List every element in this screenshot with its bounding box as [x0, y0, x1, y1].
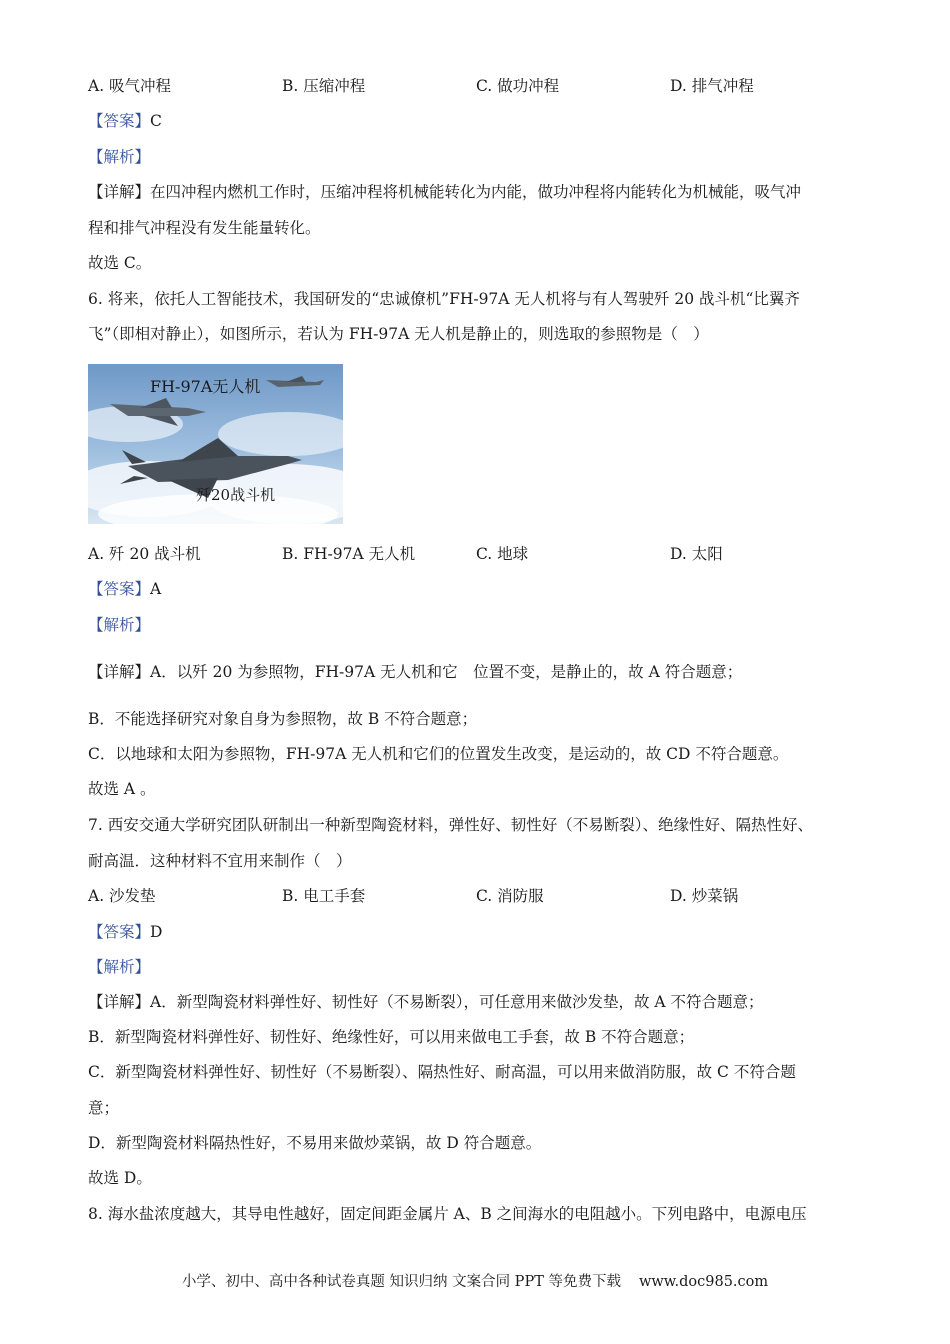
- answer-tag: 【答案】: [88, 112, 151, 130]
- q7-detail-d: D．新型陶瓷材料隔热性好，不易用来做炒菜锅，故 D 符合题意。: [88, 1134, 542, 1152]
- q7-detail-b: B．新型陶瓷材料弹性好、韧性好、绝缘性好，可以用来做电工手套，故 B 不符合题意；: [88, 1028, 695, 1046]
- q6-option-c: C. 地球: [476, 545, 529, 563]
- detail-text: A．以歼 20 为参照物，FH-97A 无人机和它 位置不变，是静止的，故 A 符合题意；: [150, 663, 743, 681]
- q6-figure-jets: [88, 364, 343, 524]
- q7-stem-line1: 7. 西安交通大学研究团队研制出一种新型陶瓷材料，弹性好、韧性好（不易断裂）、绝缘性好、隔热性好、: [88, 816, 813, 834]
- q7-analysis-tag: 【解析】: [88, 958, 151, 976]
- q6-answer: [88, 579, 161, 599]
- q7-option-a: A. 沙发垫: [88, 887, 156, 905]
- q6-stem-line2: 飞”（即相对静止），如图所示，若认为 FH-97A 无人机是静止的，则选取的参照物是（ ）: [88, 325, 709, 343]
- q6-option-d: D. 太阳: [670, 545, 723, 563]
- q6-analysis-tag: 【解析】: [88, 616, 151, 634]
- q5-analysis-tag: 【解析】: [88, 148, 151, 166]
- jet-label: 歼20战斗机: [196, 486, 276, 504]
- sky-with-aircraft-image: [88, 364, 343, 524]
- q7-detail-c1: C．新型陶瓷材料弹性好、韧性好（不易断裂）、隔热性好、耐高温，可以用来做消防服，故 C 不符合题: [88, 1063, 796, 1081]
- q6-detail-c: C．以地球和太阳为参照物，FH-97A 无人机和它们的位置发生改变，是运动的，故 CD 不符合题意。: [88, 745, 789, 763]
- q5-option-d: D. 排气冲程: [670, 77, 754, 95]
- q8-stem-line1: 8. 海水盐浓度越大，其导电性越好，固定间距金属片 A、B 之间海水的电阻越小。下列电路中，电源电压: [88, 1205, 807, 1223]
- q6-option-a: A. 歼 20 战斗机: [88, 545, 201, 563]
- q5-detail-line2: 程和排气冲程没有发生能量转化。: [88, 219, 321, 237]
- q7-stem-line2: 耐高温．这种材料不宜用来制作（ ）: [88, 852, 352, 870]
- detail-text: A．新型陶瓷材料弹性好、韧性好（不易断裂），可任意用来做沙发垫，故 A 不符合题意；: [150, 993, 764, 1011]
- q7-detail-c2: 意；: [88, 1099, 120, 1117]
- q6-options: [88, 544, 868, 564]
- q7-detail-a: [88, 992, 764, 1012]
- q7-option-b: B. 电工手套: [282, 887, 366, 905]
- q7-answer: [88, 922, 162, 942]
- q5-option-a: A. 吸气冲程: [88, 77, 172, 95]
- answer-value: A: [150, 580, 162, 598]
- detail-tag: 【详解】: [88, 663, 151, 681]
- footer-text: 小学、初中、高中各种试卷真题 知识归纳 文案合同 PPT 等免费下载: [181, 1274, 621, 1290]
- answer-tag: 【答案】: [88, 580, 151, 598]
- q7-option-c: C. 消防服: [476, 887, 544, 905]
- q6-stem-line1: 6. 将来，依托人工智能技术，我国研发的“忠诚僚机”FH-97A 无人机将与有人驾驶歼 20 战斗机“比翼齐: [88, 290, 800, 308]
- q5-option-b: B. 压缩冲程: [282, 77, 366, 95]
- q5-options: [88, 76, 868, 96]
- answer-value: D: [150, 923, 163, 941]
- q6-option-b: B. FH-97A 无人机: [282, 545, 416, 563]
- q5-choose: 故选 C。: [88, 254, 152, 272]
- detail-tag: 【详解】: [88, 183, 151, 201]
- q7-option-d: D. 炒菜锅: [670, 887, 739, 905]
- footer-link[interactable]: www.doc985.com: [638, 1274, 769, 1290]
- detail-text: 在四冲程内燃机工作时，压缩冲程将机械能转化为内能，做功冲程将内能转化为机械能，吸气冲: [150, 183, 802, 201]
- q5-detail-line1: [88, 182, 801, 202]
- q6-detail-a: [88, 662, 742, 682]
- q5-option-c: C. 做功冲程: [476, 77, 560, 95]
- drone-label: FH-97A无人机: [150, 377, 261, 396]
- page-footer: [0, 1270, 950, 1291]
- q5-answer: [88, 111, 162, 131]
- q6-detail-b: B．不能选择研究对象自身为参照物，故 B 不符合题意；: [88, 710, 478, 728]
- answer-tag: 【答案】: [88, 923, 151, 941]
- answer-value: C: [150, 112, 162, 130]
- q7-options: [88, 886, 868, 906]
- detail-tag: 【详解】: [88, 993, 151, 1011]
- q7-choose: 故选 D。: [88, 1169, 152, 1187]
- q6-choose: 故选 A 。: [88, 780, 156, 798]
